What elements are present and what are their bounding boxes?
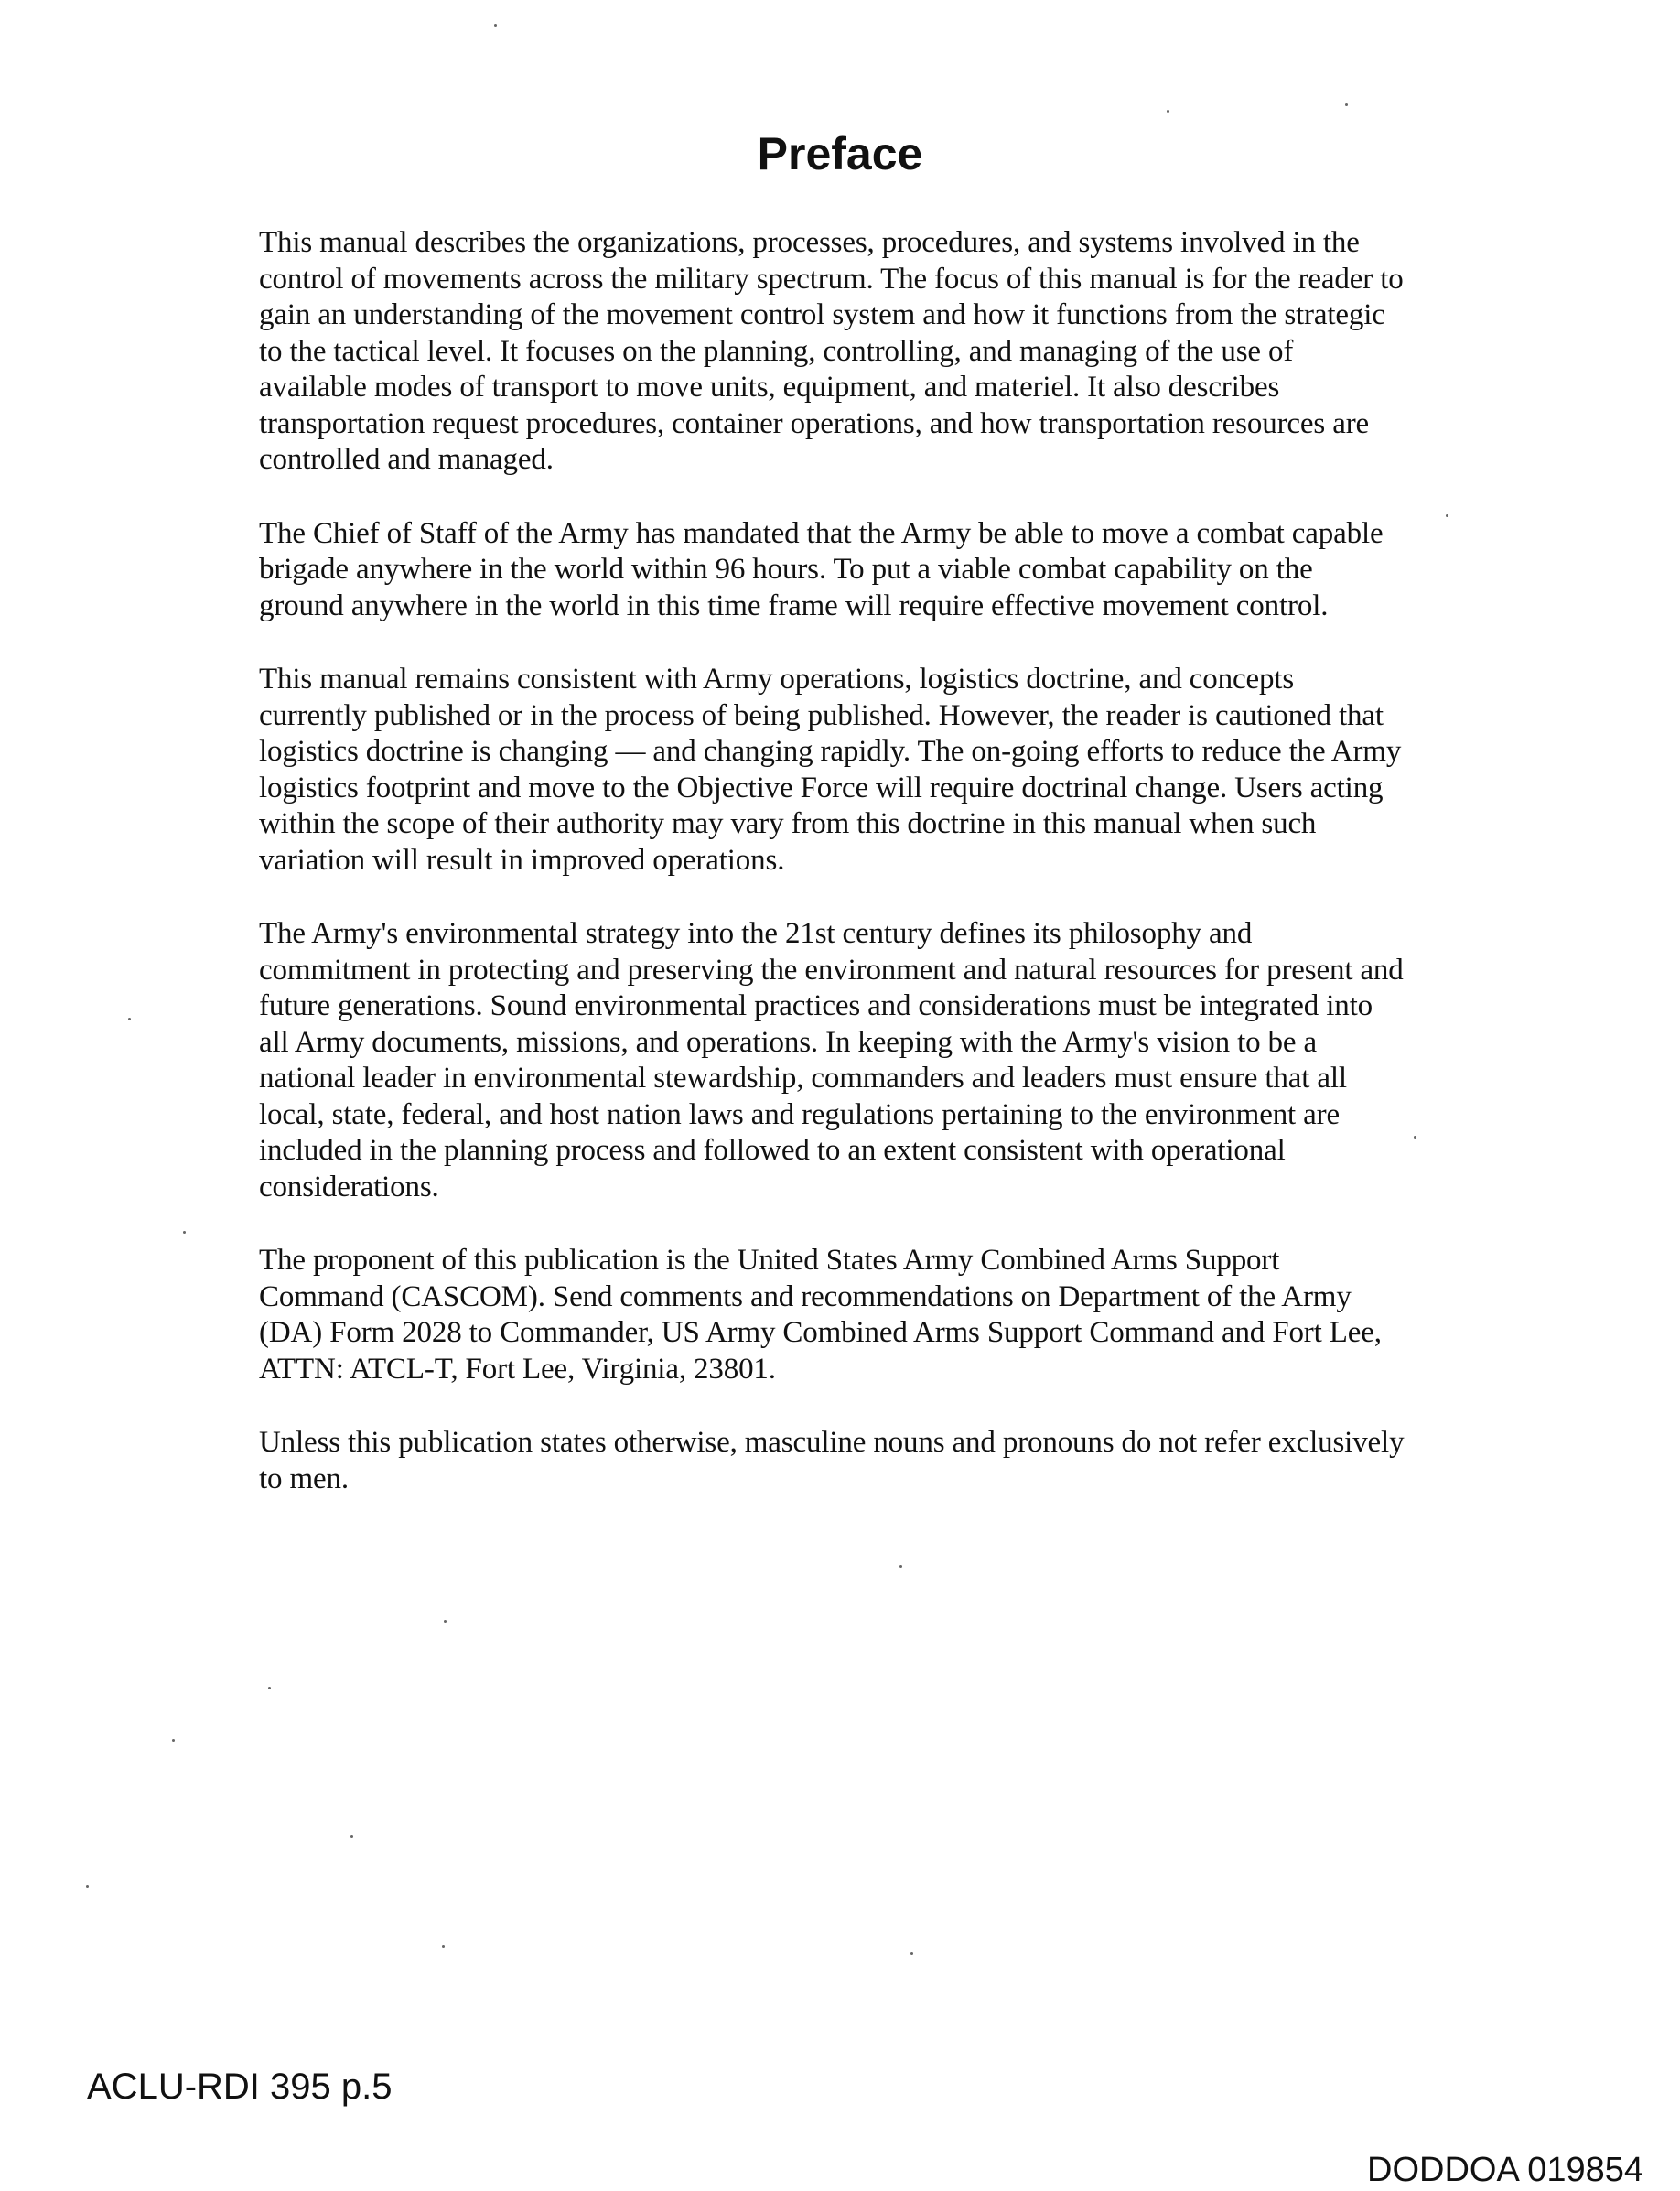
page-title: Preface: [757, 128, 923, 179]
paragraph-environment: The Army's environmental strategy into the 21st century defines its philosophy and commitment in protecting and preserving the environment and natural resources for present and future generations. Sound environmental practices and considerations must be integrated into all Army documents, missions, and operations. In keeping with the Army's vision to be a national leader in environmental stewardship, commanders and leaders must ensure that all local, state, federal, and host nation laws and regulations pertaining to the environment are included in the planning process and followed to an extent consistent with operational considerations.: [259, 917, 1404, 1203]
scan-speck: [183, 1231, 186, 1234]
paragraph-purpose: This manual describes the organizations, processes, procedures, and systems involved in the control of movements across the military spectrum. The focus of this manual is for the reader to gain an understanding of the movement control system and how it functions from the strategic to the tactical level. It focuses on the planning, controlling, and managing of the use of available modes of transport to move units, equipment, and materiel. It also describes transportation request procedures, container operations, and how transportation resources are controlled and managed.: [259, 226, 1404, 476]
scan-speck: [910, 1952, 913, 1955]
scan-speck: [268, 1687, 271, 1689]
scan-speck: [86, 1885, 89, 1888]
bates-number: DODDOA 019854: [1367, 2151, 1644, 2189]
preface-body: [259, 225, 1405, 1535]
paragraph-mandate: The Chief of Staff of the Army has mandated that the Army be able to move a combat capable brigade anywhere in the world within 96 hours. To put a viable combat capability on the ground anywhere in the world in this time frame will require effective movement control.: [259, 516, 1384, 622]
document-reference: ACLU-RDI 395 p.5: [87, 2067, 393, 2107]
scan-speck: [1345, 103, 1348, 106]
scan-speck: [172, 1739, 175, 1742]
paragraph-proponent: The proponent of this publication is the United States Army Combined Arms Support Command (CASCOM). Send comments and recommendations on Department of the Army (DA) Form 2028 to Commander, US Army Combined Arms Support Command and Fort Lee, ATTN: ATCL-T, Fort Lee, Virginia, 23801.: [259, 1244, 1382, 1386]
scan-speck: [350, 1835, 353, 1838]
scan-speck: [1167, 110, 1169, 113]
paragraph-doctrine: This manual remains consistent with Army operations, logistics doctrine, and concepts currently published or in the process of being published. However, the reader is cautioned that logistics doctrine is changing — and changing rapidly. The on-going efforts to reduce the Army logistics footprint and move to the Objective Force will require doctrinal change. Users acting within the scope of their authority may vary from this doctrine in this manual when such variation will result in improved operations.: [259, 663, 1402, 877]
paragraph-gender: Unless this publication states otherwise, masculine nouns and pronouns do not refer exclusively to men.: [259, 1426, 1405, 1495]
scan-speck: [494, 24, 497, 27]
scan-speck: [442, 1945, 445, 1948]
scan-speck: [899, 1565, 902, 1568]
scan-speck: [128, 1018, 131, 1020]
scan-speck: [1446, 514, 1448, 517]
scan-speck: [1414, 1136, 1416, 1139]
scan-speck: [444, 1620, 447, 1623]
